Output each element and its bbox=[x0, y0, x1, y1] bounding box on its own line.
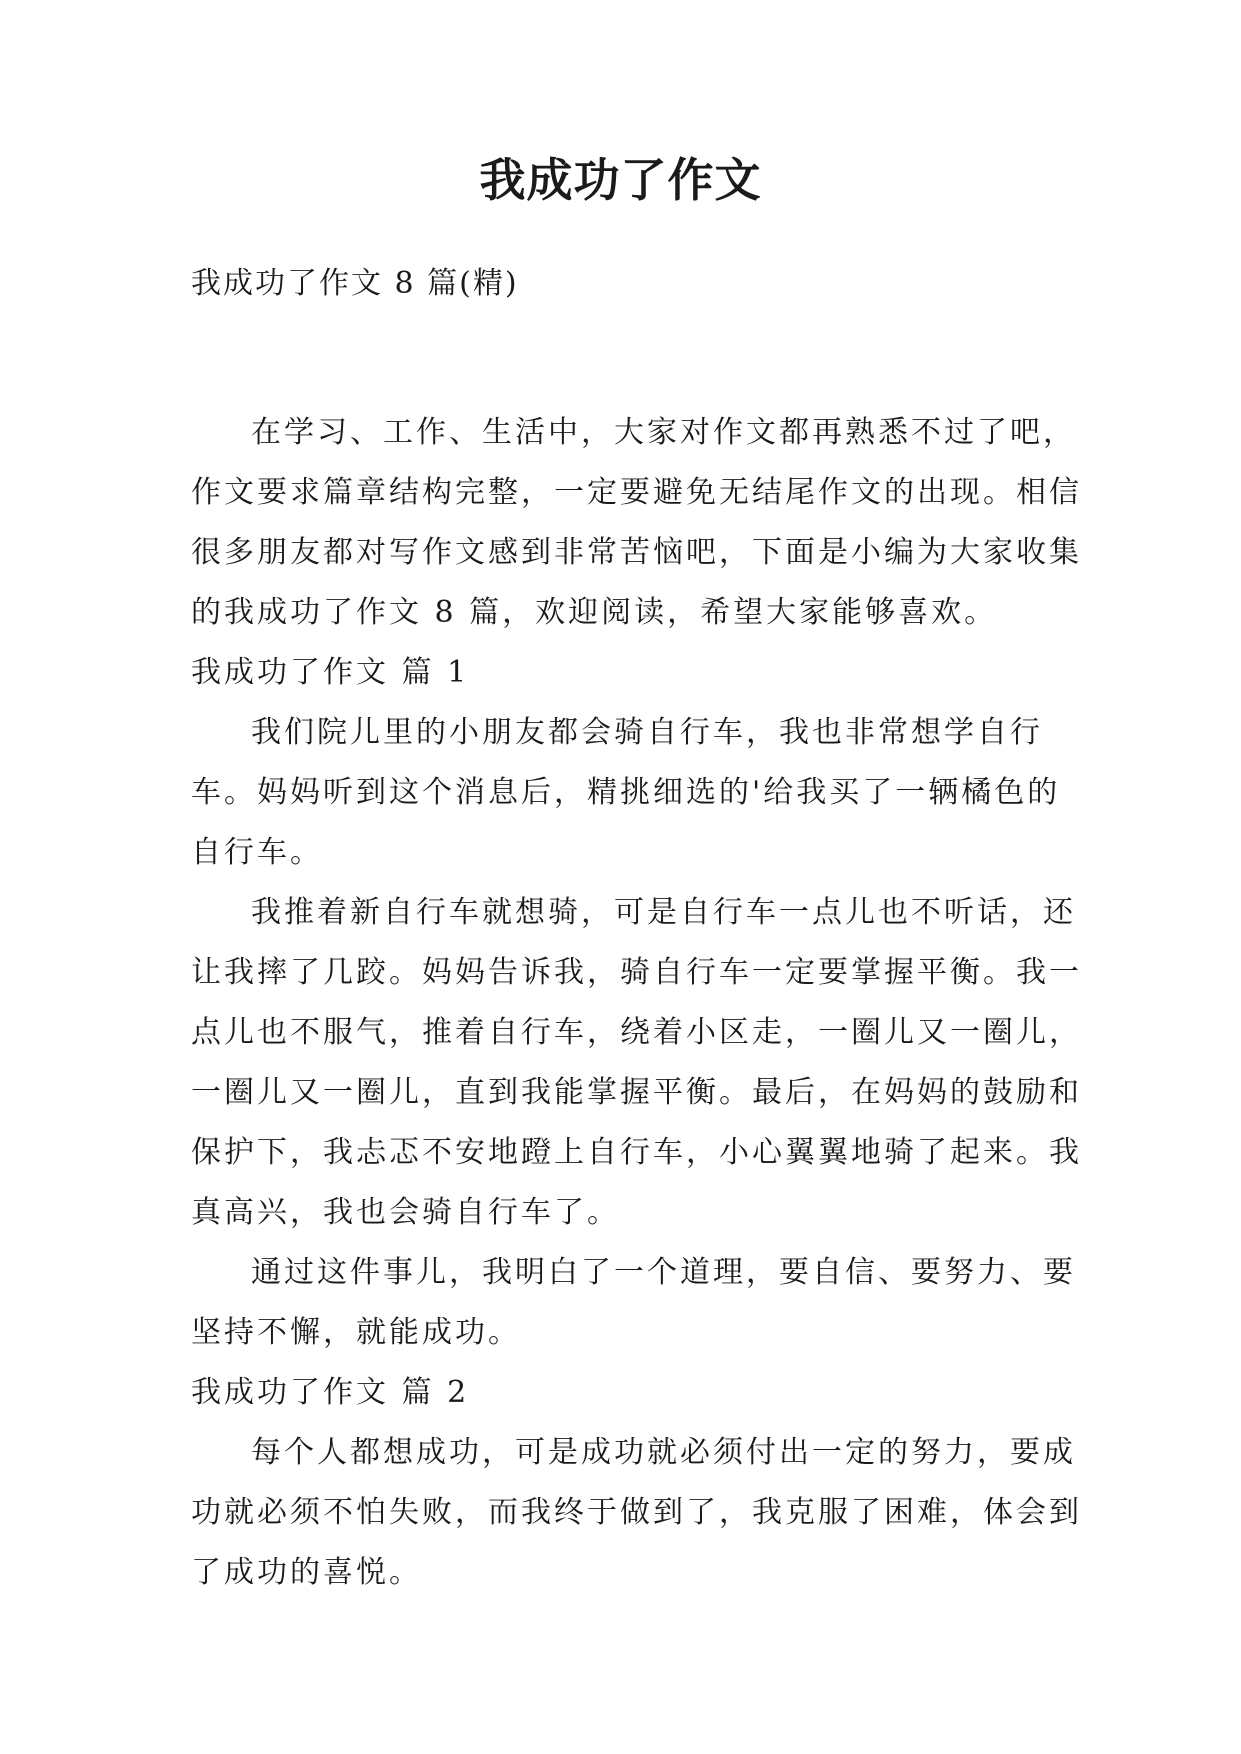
section-heading-2: 我成功了作文 篇 2 bbox=[191, 1375, 470, 1410]
document-title: 我成功了作文 bbox=[479, 153, 762, 207]
section-heading-1: 我成功了作文 篇 1 bbox=[191, 655, 470, 690]
document-body bbox=[191, 403, 1091, 1603]
paragraph: 每个人都想成功，可是成功就必须付出一定的努力，要成功就必须不怕失败，而我终于做到了，我克服了困难，体会到了成功的喜悦。 bbox=[191, 1435, 1082, 1590]
paragraph: 通过这件事儿，我明白了一个道理，要自信、要努力、要坚持不懈，就能成功。 bbox=[191, 1255, 1076, 1350]
intro-paragraph: 在学习、工作、生活中，大家对作文都再熟悉不过了吧，作文要求篇章结构完整，一定要避免无结尾作文的出现。相信很多朋友都对写作文感到非常苦恼吧，下面是小编为大家收集的我成功了作文 8 篇，欢迎阅读，希望大家能够喜欢。 bbox=[191, 415, 1082, 630]
paragraph: 我们院儿里的小朋友都会骑自行车，我也非常想学自行车。妈妈听到这个消息后，精挑细选的'给我买了一辆橘色的自行车。 bbox=[191, 715, 1061, 870]
paragraph: 我推着新自行车就想骑，可是自行车一点儿也不听话，还让我摔了几跤。妈妈告诉我，骑自行车一定要掌握平衡。我一点儿也不服气，推着自行车，绕着小区走，一圈儿又一圈儿，一圈儿又一圈儿，直到我能掌握平衡。最后，在妈妈的鼓励和保护下，我忐忑不安地蹬上自行车，小心翼翼地骑了起来。我真高兴，我也会骑自行车了。 bbox=[191, 895, 1082, 1230]
document-subtitle: 我成功了作文 8 篇(精) bbox=[191, 266, 519, 301]
